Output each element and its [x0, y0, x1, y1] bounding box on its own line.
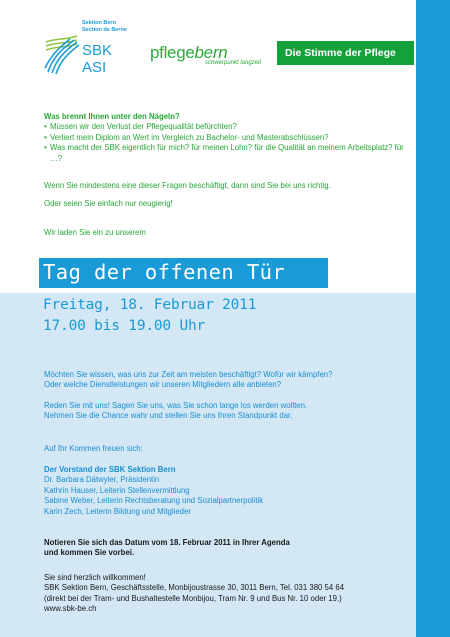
agenda-note-line1: Notieren Sie sich das Datum vom 18. Februar 2011 in Ihrer Agenda: [44, 538, 290, 547]
question-list: [44, 122, 404, 164]
sbk-wordmark-line2: ASI: [82, 59, 107, 76]
pflegebern-subline: schwerpunkt langzeit: [205, 60, 262, 66]
sbk-section-fr: Section de Berne: [82, 27, 127, 33]
paragraph-welcome-intro: Auf Ihr Kommen freuen sich:: [44, 444, 143, 453]
event-time: 17.00 bis 19.00 Uhr: [43, 318, 206, 334]
paragraph-line: Nehmen Sie die Chance wahr und stellen Sie uns Ihren Standpunkt dar.: [44, 411, 293, 421]
agenda-note: [44, 538, 414, 559]
event-date: Freitag, 18. Februar 2011: [43, 297, 257, 313]
paragraph-line: Möchten Sie wissen, was uns zur Zeit am meisten beschäftigt? Wofür wir kämpfen?: [44, 370, 333, 379]
list-item: • Verliert mein Diplom an Wert im Vergleich zu Bachelor- und Masterabschlüssen?: [44, 133, 404, 143]
list-item: • Was macht der SBK eigentlich für mich? für meinen Lohn? für die Qualität an meinem Arbeitsplatz? für …?: [44, 143, 404, 164]
sbk-section-label: [82, 20, 127, 34]
contact-block: [44, 573, 414, 615]
tagline-box: Die Stimme der Pflege: [277, 41, 414, 65]
sbk-wave-icon: [44, 30, 80, 76]
directions-line: (direkt bei der Tram- und Bushaltestelle Monbijou, Tram Nr. 9 und Bus Nr. 10 oder 19.): [44, 593, 342, 603]
intro-questions: [44, 112, 404, 164]
pflegebern-logo: [150, 43, 262, 66]
list-item: Kathrin Hauser, Leiterin Stellenvermittlung: [44, 485, 190, 495]
sbk-section-de: Sektion Bern: [82, 20, 116, 26]
list-item: Dr. Barbara Dätwyler, Präsidentin: [44, 475, 160, 485]
sbk-wordmark-line1: SBK: [82, 42, 113, 59]
curious-line: Oder seien Sie einfach nur neugierig!: [44, 199, 173, 208]
welcome-line: Sie sind herzlich willkommen!: [44, 573, 146, 582]
website-link[interactable]: www.sbk-be.ch: [44, 604, 97, 614]
paragraph-talk: [44, 401, 414, 422]
address-line: SBK Sektion Bern, Geschäftsstelle, Monbijoustrasse 30, 3011 Bern, Tel. 031 380 54 64: [44, 583, 345, 593]
pflegebern-part2: bern: [194, 43, 228, 62]
event-title-band: [39, 258, 328, 288]
paragraph-line: Reden Sie mit uns! Sagen Sie uns, was Sie schon lange los werden wollten.: [44, 401, 308, 410]
list-item: • Müssen wir den Verlust der Pflegequalität befürchten?: [44, 122, 404, 132]
sbk-wordmark: [82, 42, 112, 76]
blue-side-stripe: [416, 0, 450, 637]
event-title: Tag der offenen Tür: [43, 260, 286, 284]
agenda-note-line2: und kommen Sie vorbei.: [44, 548, 135, 558]
question-title: Was brennt Ihnen unter den Nägeln?: [44, 112, 180, 121]
board-title: Der Vorstand der SBK Sektion Bern: [44, 465, 176, 474]
sbk-logo: [44, 20, 154, 80]
pflegebern-part1: pflege: [150, 43, 195, 62]
concern-line: Wenn Sie mindestens eine dieser Fragen beschäftigt, dann sind Sie bei uns richtig.: [44, 181, 331, 190]
invite-line: Wir laden Sie ein zu unserem: [44, 228, 146, 237]
list-item: Sabine Weber, Leiterin Rechtsberatung und Sozialpartnerpolitik: [44, 496, 264, 506]
list-item: Karin Zech, Leiterin Bildung und Mitglieder: [44, 506, 191, 516]
board-list: [44, 465, 414, 517]
paragraph-line: Oder welche Dienstleistungen wir unseren Mitgliedern alle anbieten?: [44, 380, 282, 390]
paragraph-questions: [44, 370, 414, 391]
